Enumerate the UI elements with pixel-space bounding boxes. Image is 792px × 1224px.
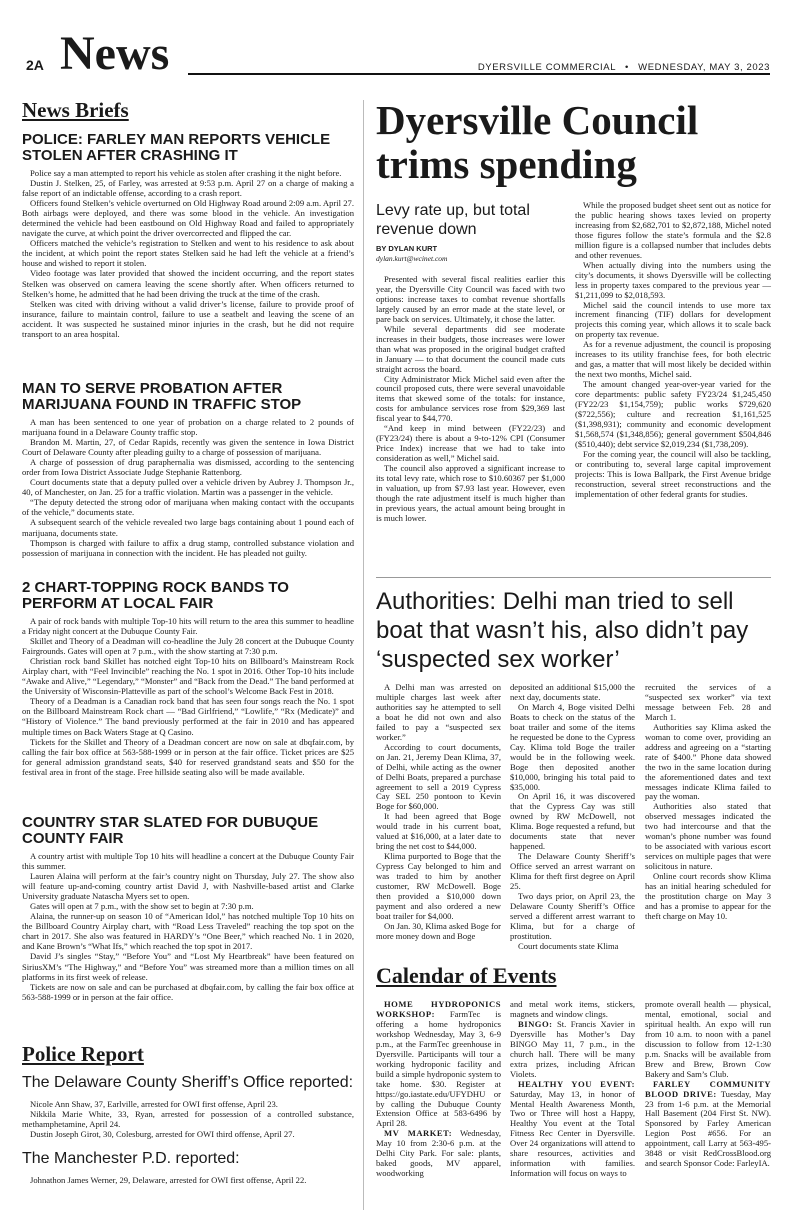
column-divider (363, 100, 364, 1210)
entry-text: FarmTec is offering a home hydroponics workshop Wednesday, May 3, 6-9 p.m., at the FarmTec greenhouse in Dyersville. Participants will tour a working hydroponic facility and build a simple hydroponic system to take home. $30. Register at https://go.iastate.edu/UFYDHU or by calling the Dubuque County Extension Office at 583-6496 by April 28. (376, 1008, 501, 1129)
calendar-entry (376, 1129, 501, 1179)
paragraph: A Delhi man was arrested on multiple charges last week after authorities say he attempted to sell a boat he did not own and also failed to pay a “suspected sex worker.” (376, 682, 501, 742)
brief-2 (22, 381, 354, 558)
police-report-title: Police Report (22, 1042, 144, 1066)
paragraph: Police say a man attempted to report his vehicle as stolen after crashing it the night before. (30, 168, 342, 178)
calendar-col-2 (510, 1000, 635, 1179)
entry-lead: FARLEY COMMUNITY BLOOD DRIVE: (645, 1078, 771, 1099)
entry-text: and metal work items, stickers, magnets and window clings. (510, 999, 635, 1019)
paragraph: Video footage was later provided that showed the incident occurring, and the report states Stelken was observed on camera leaving the scene shortly after. When officers returned to Stelken’s home, he admitted that he had been driving the truck at the time of the crash. (22, 268, 354, 299)
issue-date: WEDNESDAY, MAY 3, 2023 (638, 62, 770, 73)
calendar-col-3 (645, 1000, 771, 1169)
calendar-col-1 (376, 1000, 501, 1179)
paragraph: The amount changed year-over-year varied for the core departments: public safety FY23/24 $1,245,450 (FY22/23 $1,154,759); public works $729,620 ($722,556); culture and recreation $1,161,525 ($1,398,931); community and economic development $1,568,574 ($1,348,856); general government $504,846 ($510,440); debt service $2,019,234 ($1,738,209). (575, 379, 771, 449)
paragraph: A pair of rock bands with multiple Top-10 hits will return to the area this summer to headline a Friday night concert at the Dubuque County Fair. (22, 616, 354, 637)
paragraph: As for a revenue adjustment, the council is proposing increases to its utility franchise fees, for both electric and gas, a matter that will most likely be decided within the next two months, Michel said. (575, 339, 771, 380)
calendar-entry (510, 1000, 635, 1020)
main-story-col-1 (376, 275, 565, 524)
entry-lead: BINGO: (518, 1018, 553, 1029)
delhi-col-2 (510, 683, 635, 952)
paragraph: The council also approved a significant increase to its total levy rate, which rose to $10.60367 per $1,000 in valuation, up from $7.93 last year. However, even though the rate adjustment itself is much higher than in previous years, the actual amount being brought in is much lower. (376, 463, 565, 523)
paragraph: A man has been sentenced to one year of probation on a charge related to 2 pounds of marijuana found in a Delaware County traffic stop. (22, 417, 354, 438)
delhi-col-1 (376, 683, 501, 942)
entry-text: St. Francis Xavier in Dyersville has Mother’s Day BINGO May 11, 7 p.m., in the church hall. There will be many extra prizes, including African Violets. (510, 1018, 635, 1079)
calendar-title: Calendar of Events (376, 963, 557, 988)
paragraph: deposited an additional $15,000 the next day, documents state. (510, 682, 635, 702)
paragraph: Thompson is charged with failure to affix a drug stamp, controlled substance violation and possession of marijuana in connection with the incident. He has pleaded not guilty. (22, 537, 354, 558)
paragraph: Klima purported to Boge that the Cypress Cay belonged to him and was traded to him by another customer, RW McDowell. Boge then provided a $10,000 down payment and also ordered a new boat trailer for $4,000. (376, 851, 501, 921)
paragraph: “And keep in mind between (FY22/23) and (FY23/24) there is about a 9-to-12% CPI (Consumer Price Index) increase that we had to take into consideration as well,” Michel said. (376, 423, 565, 464)
list-item: Dustin Joseph Girot, 30, Colesburg, arrested for OWI third offense, April 27. (30, 1129, 295, 1140)
paragraph: Officers found Stelken’s vehicle overturned on Old Highway Road around 2:09 a.m. April 27. Both airbags were deployed, and there was some blood in the vehicle. An investigation determined the vehicle had been eastbound on Old Highway Road and failed to appropriately navigate the curve, at which point the driver overcorrected and flipped the car. (22, 198, 354, 239)
paragraph: A subsequent search of the vehicle revealed two large bags containing about 1 pound each of marijuana, documents state. (22, 517, 354, 538)
sheriff-list (22, 1099, 354, 1139)
paper-name: DYERSVILLE COMMERCIAL (477, 62, 616, 73)
paragraph: On Jan. 30, Klima asked Boge for more money down and Boge (376, 920, 501, 941)
entry-text: Saturday, May 13, in honor of Mental Health Awareness Month, Two or Three will host a Happy, Healthy You event at the Total Fitness Rec Center in Dyersville. Over 24 organizations will attend to share resources, activities and information with families. Information will focus on ways to (510, 1088, 635, 1179)
sheriff-subhead: The Delaware County Sheriff’s Office reported: (22, 1074, 354, 1091)
entry-lead: HOME HYDROPONICS WORKSHOP: (376, 999, 501, 1019)
calendar-entry (510, 1080, 635, 1180)
paragraph: When actually diving into the numbers using the city’s documents, it shows Dyersville will be collecting less in property taxes compared to the previous year — $1,211,099 to $2,018,593. (575, 259, 771, 300)
paragraph: Court documents state that a deputy pulled over a vehicle driven by Aubrey J. Thompson Jr., 40, of Manchester, on Jan. 25 for a traffic violation. Martin was a passenger in the vehicle. (22, 477, 354, 498)
paragraph: Michel said the council intends to use more tax increment financing (TIF) dollars for development projects this coming year, which allows it to scale back on property tax revenue. (575, 299, 771, 340)
folio (478, 62, 770, 73)
story-divider (376, 577, 771, 578)
byline: BY DYLAN KURT (376, 244, 438, 253)
brief-body (22, 616, 354, 777)
main-headline: Dyersville Council trims spending (376, 97, 699, 187)
paragraph: It had been agreed that Boge would trade in his current boat, valued at $16,000, at a later date to bring the net cost to $44,000. (376, 811, 501, 852)
brief-3 (22, 580, 354, 777)
calendar-entry (376, 1000, 501, 1129)
entry-lead: MV MARKET: (384, 1128, 453, 1139)
calendar-entry (510, 1020, 635, 1080)
paragraph: A charge of possession of drug paraphernalia was dismissed, according to the sentencing order from Iowa District Associate Judge Stephanie Rattenborg. (22, 457, 354, 478)
paragraph: Brandon M. Martin, 27, of Cedar Rapids, recently was given the sentence in Iowa District Court of Delaware County after pleading guilty to a charge of possession of marijuana. (22, 437, 354, 458)
author-email: dylan.kurt@wcinet.com (376, 254, 448, 263)
paragraph: Gates will open at 7 p.m., with the show set to begin at 7:30 p.m. (30, 901, 254, 912)
paragraph: “The deputy detected the strong odor of marijuana when making contact with the occupants of the vehicle,” documents state. (22, 497, 354, 518)
list-item: Nicole Ann Shaw, 37, Earlville, arrested for OWI first offense, April 23. (30, 1099, 278, 1109)
paragraph: Tickets for the Skillet and Theory of a Deadman concert are now on sale at dbqfair.com, by calling the fair box office at 563-588-1999 or in person at the fair office. Ticket prices are $25 for general admission grandstand seats, $40 for reserved grandstand seats and $50 for the festival area in front of the stage. Free hillside seating also will be made available. (22, 736, 354, 777)
calendar-entry (645, 1080, 771, 1170)
brief-body (22, 851, 354, 1002)
paragraph: While the proposed budget sheet sent out as notice for the public hearing shows taxes levied on property increasing from $2,682,701 to $2,872,188, Michel noted those figures follow the state’s formula and the $2.8 million figure is a collapsed number that includes debts and other revenues. (575, 200, 771, 260)
paragraph: Lauren Alaina will perform at the fair’s country night on Thursday, July 27. The show also will feature up-and-coming country artist David J, with Nashville-based artist and Clarke University graduate Natascha Myers set to open. (22, 871, 354, 902)
paragraph: On March 4, Boge visited Delhi Boats to check on the status of the boat trailer and some of the items he requested be done to the Cypress Cay. Klima told Boge the trailer would be in the following week. Boge then deposited another $10,000, bringing his total paid to $35,000. (510, 701, 635, 792)
main-story-col-2 (575, 201, 771, 500)
brief-headline: POLICE: FARLEY MAN REPORTS VEHICLE STOLEN AFTER CRASHING IT (22, 131, 331, 164)
brief-1 (22, 132, 354, 339)
paragraph: According to court documents, on Jan. 21, Jeremy Dean Klima, 37, of Delhi, while acting as the owner of Delhi Boats, prepared a purchase agreement to sell a 2019 Cypress Cay SEL 250 pontoon to Kevin Boge for $60,000. (376, 741, 501, 812)
paragraph: Tickets are now on sale and can be purchased at dbqfair.com, by calling the fair box office at 563-588-1999 or in person at the fair office. (22, 981, 354, 1002)
brief-body (22, 417, 354, 558)
entry-lead: HEALTHY YOU EVENT: (518, 1078, 635, 1089)
paragraph: Stelken was cited with driving without a valid driver’s license, failure to provide proof of insurance, failure to maintain control, failure to use a seatbelt and leaving the scene of an accident. It was suspected he sustained minor injuries in the crash, but he did not require transport to an area hospital. (22, 298, 354, 339)
paragraph: City Administrator Mick Michel said even after the council proposed cuts, there were several unavoidable items that skewed some of the totals: for instance, costs for ambulance services rose from $29,369 last fiscal year to $44,770. (376, 373, 565, 424)
brief-headline: MAN TO SERVE PROBATION AFTER MARIJUANA FOUND IN TRAFFIC STOP (22, 380, 302, 413)
paragraph: Alaina, the runner-up on season 10 of “American Idol,” has notched multiple Top 10 hits on the Billboard Country Airplay chart, with “Road Less Traveled” reaching the top spot on the chart in 2017. She also was featured in HARDY’s “One Beer,” which reached No. 1 in 2020, and Kane Brown’s “What Ifs,” which reached the top spot in 2017. (22, 911, 354, 952)
paragraph: Presented with several fiscal realities earlier this year, the Dyersville City Council was faced with two options: increase taxes to combat revenue shortfalls largely caused by an error made at the state level, or pare back on services. Ultimately, it chose the latter. (376, 274, 565, 324)
header-rule (188, 73, 770, 75)
delhi-headline: Authorities: Delhi man tried to sell boat that wasn’t his, also didn’t pay ‘suspected sex worker’ (376, 588, 749, 673)
paragraph: A country artist with multiple Top 10 hits will headline a concert at the Dubuque County Fair this summer. (22, 851, 354, 872)
paragraph: Christian rock band Skillet has notched eight Top-10 hits on Billboard’s Mainstream Rock Airplay chart, with “Feel Invincible” reaching the No. 1 spot in 2016. Other Top-10 hits include “Awake and Alive,” “Legendary,” “Monster” and “Back from the Dead.” The band performed at the University of Wisconsin-Platteville as part of the school’s Welcome Back Fest in 2018. (22, 656, 354, 697)
paragraph: Dustin J. Stelken, 25, of Farley, was arrested at 9:53 p.m. April 27 on a charge of making a false report of an indictable offense, according to a crash report. (22, 178, 354, 199)
paragraph: recruited the services of a “suspected sex worker” via text message between Feb. 28 and March 1. (645, 682, 771, 722)
paragraph: Officers matched the vehicle’s registration to Stelken and went to his residence to ask about the incident, at which point the report states Stelken said he had left the vehicle at a friend’s house and wished to report it stolen. (22, 238, 354, 269)
paragraph: On April 16, it was discovered that the Cypress Cay was still owned by RW McDowell, not Klima. Boge requested a refund, but documents state that never happened. (510, 791, 635, 852)
entry-text: Tuesday, May 23 from 1-6 p.m. at the Memorial Hall Basement (204 First St. NW). Sponsored by Farley American Legion Post #656. For an appointment, call Larry at 563-495-3848 or visit RedCrossBlood.org and search Sponsor Code: FarleyIA. (645, 1088, 771, 1169)
news-briefs-title: News Briefs (22, 98, 129, 122)
paragraph: Authorities also stated that observed messages indicated the two had intercourse and that the woman’s phone number was found to be associated with various escort services on multiple pages that were solicitous in nature. (645, 801, 771, 872)
paragraph: Authorities say Klima asked the woman to come over, providing an address and agreeing on a “starting rate of $400.” Phone data showed the two in the same location during the aforementioned dates and text messages indicate Klima failed to pay the woman. (645, 721, 771, 802)
brief-body (22, 168, 354, 339)
list-item: Nikkila Marie White, 33, Ryan, arrested for possession of a controlled substance, methamphetamine, April 24. (22, 1109, 354, 1130)
list-item: Johnathon James Werner, 29, Delaware, arrested for OWI first offense, April 22. (30, 1175, 307, 1185)
paragraph: Two days prior, on April 23, the Delaware County Sheriff’s Office served a different arrest warrant to Klima, but for a charge of prostitution. (510, 891, 635, 941)
paragraph: Online court records show Klima has an initial hearing scheduled for the prostitution charge on May 3 and has a promise to appear for the theft charge on May 10. (645, 871, 771, 921)
manchester-list (22, 1175, 354, 1185)
brief-headline: 2 CHART-TOPPING ROCK BANDS TO PERFORM AT LOCAL FAIR (22, 579, 289, 612)
calendar-entry (645, 1000, 771, 1080)
brief-headline: COUNTRY STAR SLATED FOR DUBUQUE COUNTY FAIR (22, 814, 319, 847)
paragraph: David J’s singles “Stay,” “Before You” and “Lost My Heartbreak” have been featured on SiriusXM’s “The Highway,” and “Before You” was streamed more than a million times on all platforms in its first week of release. (22, 951, 354, 982)
paragraph: For the coming year, the council will also be tackling, or contributing to, several large capital improvement projects: This is Iowa Ballpark, the First Avenue bridge reconstruction, several street reconstructions and the implementation of other federal grants for studies. (575, 448, 771, 499)
section-title: News (60, 27, 170, 80)
folio-bullet: • (624, 62, 629, 73)
paragraph: Skillet and Theory of a Deadman will co-headline the July 28 concert at the Dubuque County Fairgrounds. Gates will open at 7 p.m., with the show starting at 7:30 p.m. (22, 636, 354, 657)
delhi-col-3 (645, 683, 771, 922)
paragraph: Court documents state Klima (518, 940, 619, 951)
paragraph: While several departments did see moderate increases in their budgets, those increases were lower than what was proposed in the original budget crafted in January — to that document the council made cuts straight across the board. (376, 323, 565, 374)
main-subhead: Levy rate up, but total revenue down (376, 202, 530, 238)
paragraph: Theory of a Deadman is a Canadian rock band that has seen four songs reach the No. 1 spot on the Billboard Mainstream Rock chart — “Bad Girlfriend,” “Lowlife,” “Rx (Medicate)” and “History of Violence.” The band previously performed at the fair in 2010 and has appeared multiple times on Back Waters Stage at Q Casino. (22, 696, 354, 737)
manchester-subhead: The Manchester P.D. reported: (22, 1150, 240, 1167)
entry-text: promote overall health — physical, mental, emotional, social and spiritual health. An expo will run from 10 a.m. to noon with a panel discussion to follow from 12-1:30 p.m. Snacks will be available from Brew and Brew, Brown Cow Bakery and Sam’s Club. (645, 999, 771, 1079)
paragraph: The Delaware County Sheriff’s Office served an arrest warrant on Klima for theft first degree on April 25. (510, 851, 635, 892)
page-number: 2A (26, 57, 44, 73)
brief-4 (22, 815, 354, 1002)
entry-text: Wednesday, May 10 from 2:30-6 p.m. at the Delhi City Park. For sale: plants, baked goods, MV apparel, woodworking (376, 1128, 501, 1179)
